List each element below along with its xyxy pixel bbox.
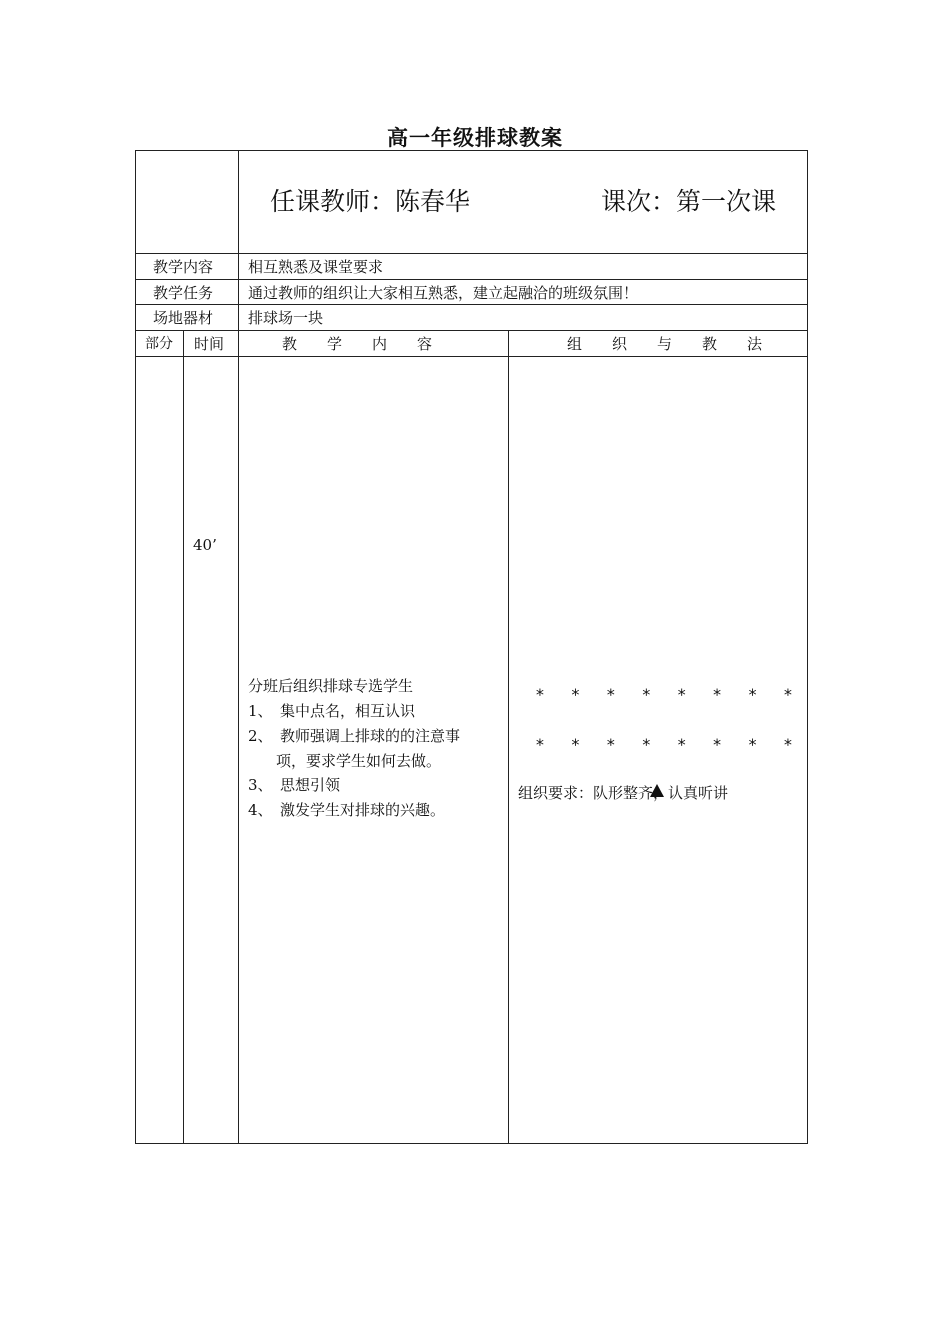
row-divider [135,330,808,331]
equipment-value: 排球场一块 [248,309,324,327]
student-marker: * [606,685,616,704]
content-label: 教学内容 [153,258,214,276]
content-value: 相互熟悉及课堂要求 [248,258,384,276]
column-header-organization-method: 组 织 与 教 法 [567,335,763,353]
student-marker: * [570,735,581,754]
student-marker: * [641,735,652,754]
row-divider [135,356,808,357]
column-header-teaching-content: 教 学 内 容 [282,335,433,353]
column-header-time: 时间 [194,335,225,353]
column-divider [238,150,239,1144]
content-line: 分班后组织排球专选学生 [248,677,414,695]
student-marker: * [606,735,616,754]
content-line: 4、 激发学生对排球的兴趣。 [248,801,446,819]
student-marker: * [747,685,758,704]
student-marker: * [712,685,722,704]
task-value: 通过教师的组织让大家相互熟悉，建立起融洽的班级氛围！ [248,284,639,302]
student-marker: * [676,735,687,754]
student-marker: * [712,735,722,754]
lesson-number: 课次：第一次课 [601,187,777,216]
student-marker: * [570,685,581,704]
row-divider [135,253,808,254]
content-line: 1、 集中点名，相互认识 [248,702,416,720]
content-line: 3、 思想引领 [248,776,341,794]
time-value: 40’ [193,536,217,554]
document-title: 高一年级排球教案 [387,125,563,150]
content-line: 项，要求学生如何去做。 [276,752,442,770]
column-divider [183,330,184,1144]
formation-row [530,685,798,704]
student-marker: * [676,685,687,704]
column-divider [508,330,509,1144]
task-label: 教学任务 [153,284,214,302]
formation-row [530,735,798,754]
equipment-label: 场地器材 [153,309,214,327]
content-line: 2、 教师强调上排球的的注意事 [248,727,461,745]
organization-requirement: 组织要求：队形整齐，认真听讲 [518,784,729,802]
student-marker: * [535,735,545,754]
teacher-name: 任课教师：陈春华 [270,187,471,216]
row-divider [135,279,808,280]
column-header-part: 部分 [145,336,173,352]
student-marker: * [641,685,652,704]
student-marker: * [783,735,793,754]
student-marker: * [535,685,545,704]
student-marker: * [747,735,758,754]
row-divider [135,304,808,305]
student-marker: * [783,685,793,704]
